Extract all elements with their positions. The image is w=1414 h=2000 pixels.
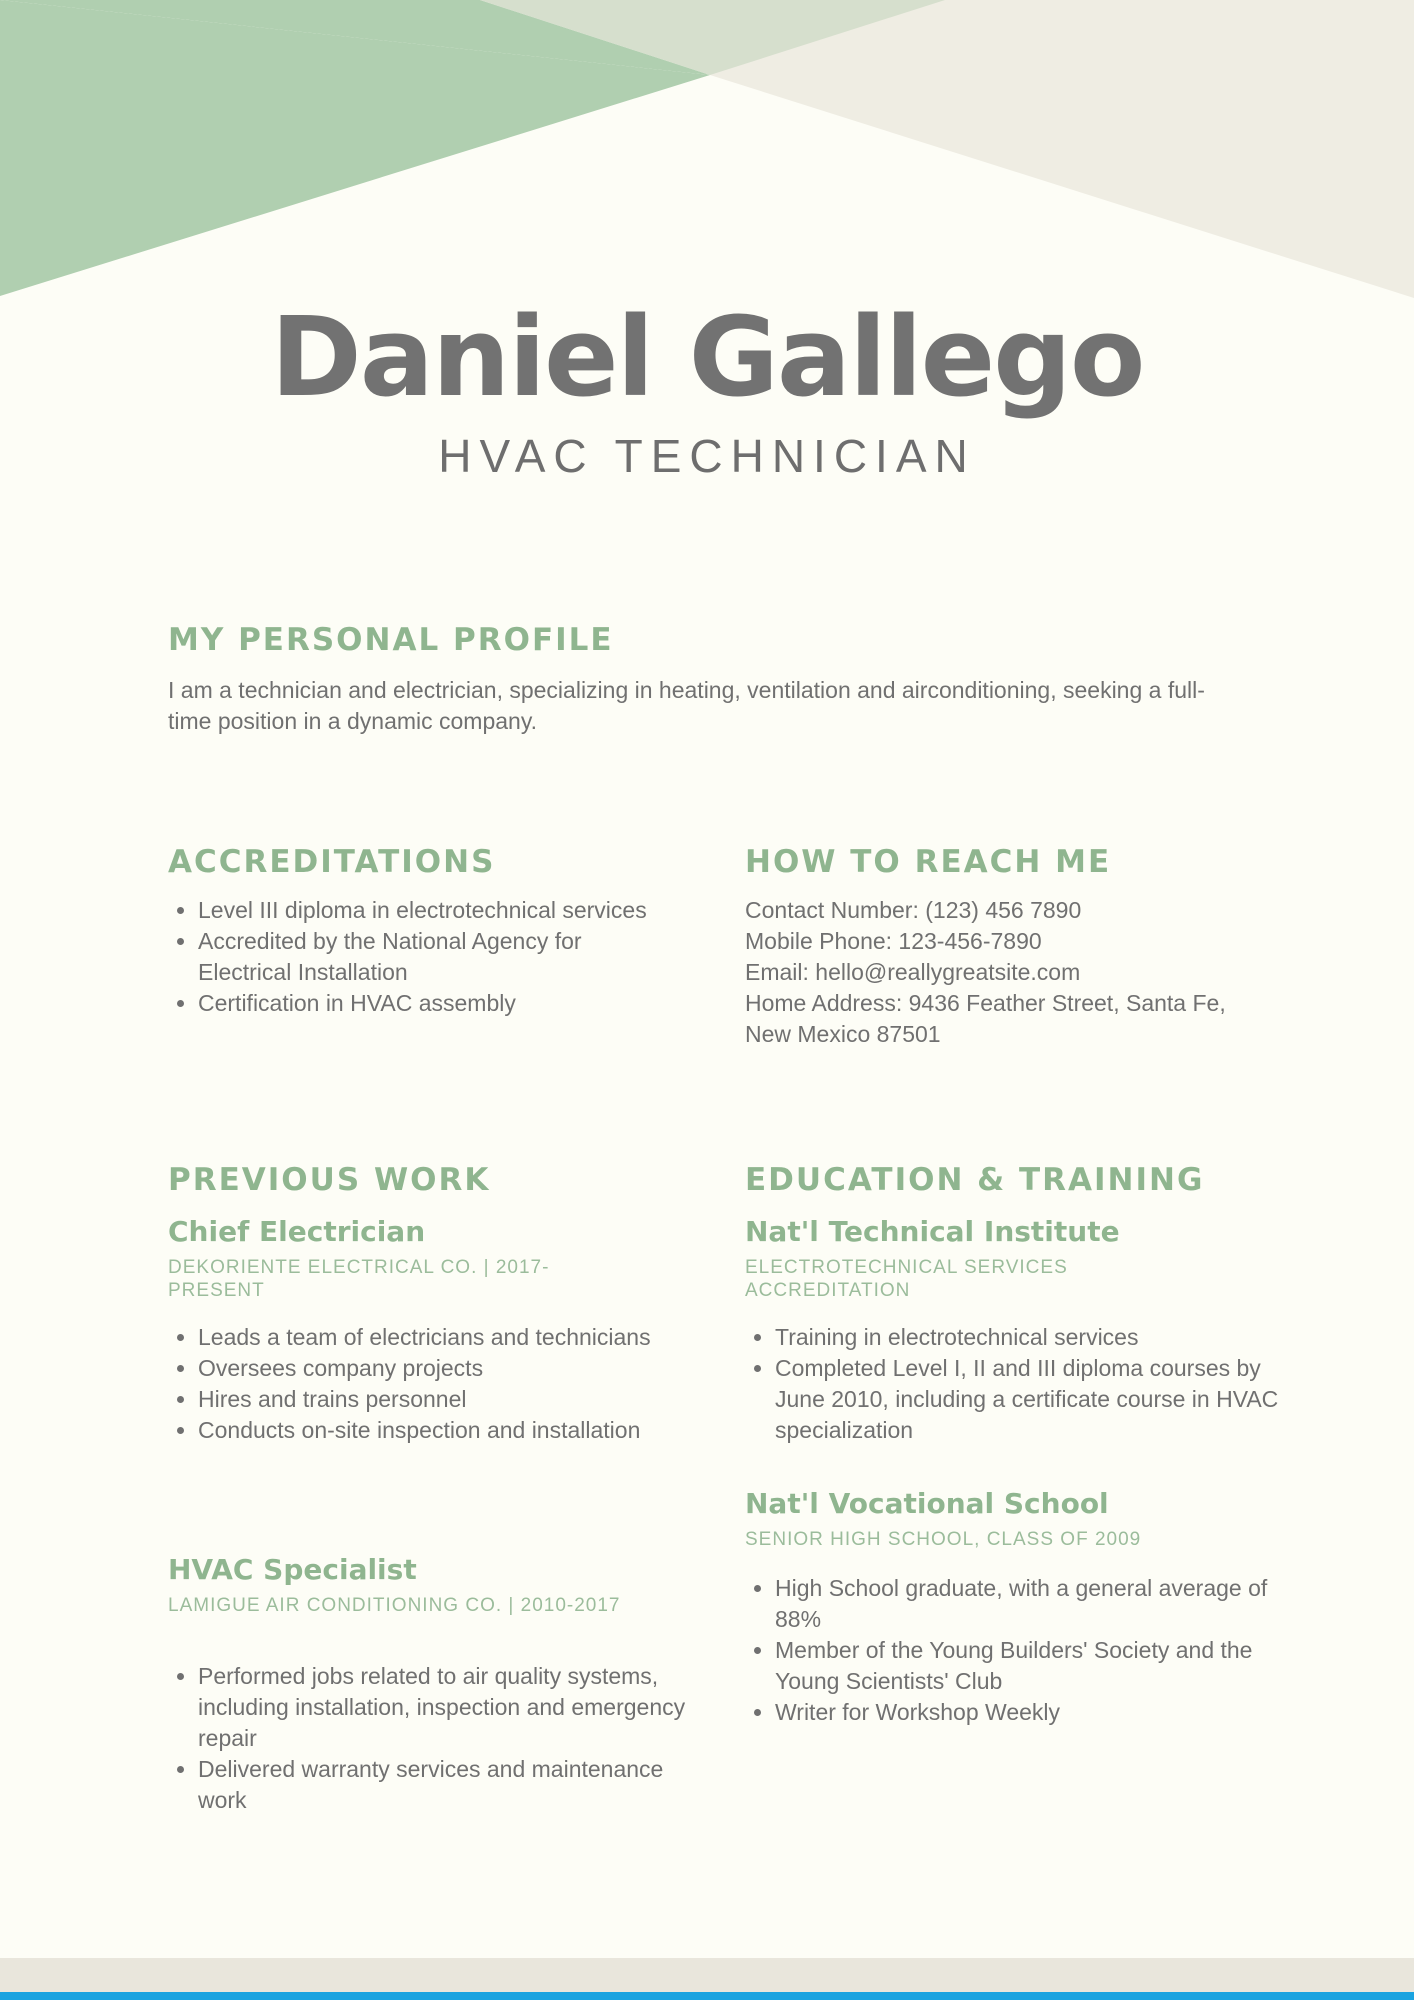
list-item: • Conducts on-site inspection and installation <box>198 1415 668 1446</box>
job-company-2: LAMIGUE AIR CONDITIONING CO. | 2010-2017 <box>168 1595 621 1616</box>
list-item: • Certification in HVAC assembly <box>198 988 668 1019</box>
school-detail-1: ELECTROTECHNICAL SERVICES ACCREDITATION <box>745 1257 1068 1301</box>
job-duties-2 <box>168 1661 708 1816</box>
home-address: Home Address: 9436 Feather Street, Santa Fe, New Mexico 87501 <box>745 990 1226 1047</box>
list-item: • High School graduate, with a general average of 88% <box>775 1573 1275 1635</box>
list-item: • Member of the Young Builders' Society and the Young Scientists' Club <box>775 1635 1275 1697</box>
list-item: • Accredited by the National Agency for Electrical Installation <box>198 926 668 988</box>
list-item: • Oversees company projects <box>198 1353 668 1384</box>
list-item: • Leads a team of electricians and technicians <box>198 1322 668 1353</box>
header-decoration <box>0 0 1414 300</box>
work-heading: PREVIOUS WORK <box>168 1162 491 1198</box>
job-title: HVAC TECHNICIAN <box>438 430 976 482</box>
school-items-2 <box>745 1573 1275 1728</box>
job-title-2: HVAC Specialist <box>168 1553 417 1586</box>
list-item: • Hires and trains personnel <box>198 1384 668 1415</box>
accreditations-heading: ACCREDITATIONS <box>168 844 496 880</box>
candidate-name: Daniel Gallego <box>270 293 1144 421</box>
list-item: • Training in electrotechnical services <box>775 1322 1285 1353</box>
contact-details <box>745 895 1245 1050</box>
profile-text: I am a technician and electrician, specializing in heating, ventilation and airconditioning, seeking a full-time position in a dynamic company. <box>168 677 1205 734</box>
education-heading: EDUCATION & TRAINING <box>745 1162 1205 1198</box>
contact-number: Contact Number: (123) 456 7890 <box>745 897 1082 923</box>
list-item: • Delivered warranty services and maintenance work <box>198 1754 708 1816</box>
footer-accent-line <box>0 1992 1414 2000</box>
mobile-phone: Mobile Phone: 123-456-7890 <box>745 928 1042 954</box>
school-name-2: Nat'l Vocational School <box>745 1487 1109 1520</box>
school-name-1: Nat'l Technical Institute <box>745 1215 1120 1248</box>
list-item: • Writer for Workshop Weekly <box>775 1697 1275 1728</box>
profile-heading: MY PERSONAL PROFILE <box>168 622 614 658</box>
school-items-1 <box>745 1322 1285 1446</box>
email: Email: hello@reallygreatsite.com <box>745 959 1081 985</box>
list-item: • Completed Level I, II and III diploma courses by June 2010, including a certificate course in HVAC specialization <box>775 1353 1285 1446</box>
accreditations-list <box>168 895 668 1019</box>
school-detail-2: SENIOR HIGH SCHOOL, CLASS OF 2009 <box>745 1529 1142 1550</box>
job-title-1: Chief Electrician <box>168 1215 426 1248</box>
list-item: • Level III diploma in electrotechnical services <box>198 895 668 926</box>
list-item: • Performed jobs related to air quality systems, including installation, inspection and emergency repair <box>198 1661 708 1754</box>
contact-heading: HOW TO REACH ME <box>745 844 1112 880</box>
job-duties-1 <box>168 1322 668 1446</box>
job-company-1: DEKORIENTE ELECTRICAL CO. | 2017-PRESENT <box>168 1257 550 1301</box>
